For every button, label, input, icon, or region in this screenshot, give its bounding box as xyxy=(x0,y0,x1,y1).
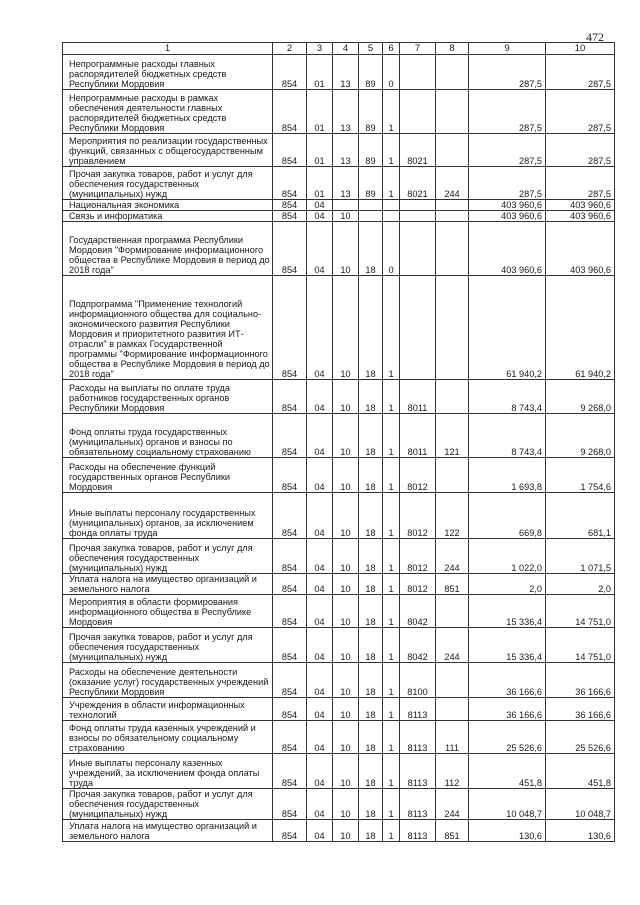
cell-section-code: 04 xyxy=(307,663,333,698)
cell-amount-col9: 61 940,2 xyxy=(469,276,546,380)
cell-section-code: 04 xyxy=(307,789,333,820)
row-name-cell: Непрограммные расходы в рамках обеспечения деятельности главных распорядителей бюджетных средств Республики Мордовия xyxy=(63,90,273,134)
cell-direction-code: 8042 xyxy=(400,595,436,628)
cell-subprogram-code: 1 xyxy=(383,789,400,820)
row-name-cell: Уплата налога на имущество организаций и земельного налога xyxy=(63,820,273,842)
cell-program-code: 18 xyxy=(359,222,383,276)
cell-amount-col9: 287,5 xyxy=(469,55,546,90)
cell-subprogram-code: 1 xyxy=(383,493,400,539)
table-row xyxy=(63,211,615,222)
cell-direction-code: 8042 xyxy=(400,628,436,663)
cell-subprogram-code: 1 xyxy=(383,167,400,200)
cell-expense-type-code: 244 xyxy=(436,789,469,820)
table-body xyxy=(63,55,615,842)
cell-amount-col9: 2,0 xyxy=(469,574,546,595)
cell-amount-col10: 14 751,0 xyxy=(546,628,615,663)
cell-subsection-code: 10 xyxy=(333,493,359,539)
cell-subprogram-code: 1 xyxy=(383,628,400,663)
cell-direction-code xyxy=(400,211,436,222)
cell-program-code: 18 xyxy=(359,754,383,789)
cell-expense-type-code xyxy=(436,211,469,222)
cell-section-code: 04 xyxy=(307,754,333,789)
cell-amount-col10: 287,5 xyxy=(546,55,615,90)
row-name-cell: Подпрограмма "Применение технологий информационного общества для социально-экономического развития Республики Мордовия и приоритетного развития ИТ-отрасли" в рамках Государственной программы "Формирование информационного общества в Республике Мордовия в период до 2018 года" xyxy=(63,276,273,380)
cell-amount-col10: 61 940,2 xyxy=(546,276,615,380)
cell-amount-col10: 2,0 xyxy=(546,574,615,595)
cell-amount-col10: 1 071,5 xyxy=(546,539,615,574)
table-row xyxy=(63,595,615,628)
row-name-cell: Мероприятия в области формирования информационного общества в Республике Мордовия xyxy=(63,595,273,628)
cell-ministry-code: 854 xyxy=(273,222,307,276)
table-row xyxy=(63,754,615,789)
row-name-cell: Фонд оплаты труда казенных учреждений и взносы по обязательному социальному страхованию xyxy=(63,721,273,754)
cell-subprogram-code: 0 xyxy=(383,55,400,90)
cell-amount-col10: 1 754,6 xyxy=(546,458,615,493)
cell-program-code: 18 xyxy=(359,574,383,595)
cell-expense-type-code xyxy=(436,458,469,493)
cell-section-code: 04 xyxy=(307,820,333,842)
cell-amount-col10: 451,8 xyxy=(546,754,615,789)
cell-program-code: 18 xyxy=(359,493,383,539)
cell-subprogram-code: 1 xyxy=(383,663,400,698)
cell-amount-col9: 1 693,8 xyxy=(469,458,546,493)
table-row xyxy=(63,167,615,200)
cell-subsection-code: 10 xyxy=(333,721,359,754)
table-row xyxy=(63,493,615,539)
cell-subprogram-code: 1 xyxy=(383,820,400,842)
cell-section-code: 04 xyxy=(307,628,333,663)
cell-program-code: 18 xyxy=(359,820,383,842)
cell-direction-code: 8012 xyxy=(400,493,436,539)
page-number: 472 xyxy=(586,30,604,44)
table-row xyxy=(63,698,615,721)
cell-direction-code: 8021 xyxy=(400,167,436,200)
cell-expense-type-code xyxy=(436,222,469,276)
cell-program-code xyxy=(359,200,383,211)
column-header: 2 xyxy=(273,43,307,55)
cell-subsection-code xyxy=(333,200,359,211)
cell-direction-code: 8113 xyxy=(400,820,436,842)
row-name-cell: Иные выплаты персоналу казенных учреждений, за исключением фонда оплаты труда xyxy=(63,754,273,789)
cell-program-code: 18 xyxy=(359,380,383,414)
cell-section-code: 04 xyxy=(307,698,333,721)
cell-section-code: 04 xyxy=(307,539,333,574)
cell-direction-code: 8011 xyxy=(400,380,436,414)
cell-expense-type-code xyxy=(436,134,469,167)
cell-expense-type-code xyxy=(436,380,469,414)
cell-amount-col9: 287,5 xyxy=(469,90,546,134)
cell-program-code: 18 xyxy=(359,539,383,574)
cell-expense-type-code: 112 xyxy=(436,754,469,789)
row-name-cell: Прочая закупка товаров, работ и услуг для обеспечения государственных (муниципальных) нужд xyxy=(63,167,273,200)
cell-ministry-code: 854 xyxy=(273,458,307,493)
cell-ministry-code: 854 xyxy=(273,493,307,539)
column-header: 6 xyxy=(383,43,400,55)
table-row xyxy=(63,200,615,211)
cell-section-code: 01 xyxy=(307,90,333,134)
cell-subprogram-code: 1 xyxy=(383,276,400,380)
cell-program-code: 18 xyxy=(359,414,383,458)
cell-subprogram-code: 1 xyxy=(383,721,400,754)
row-name-cell: Учреждения в области информационных технологий xyxy=(63,698,273,721)
column-header: 1 xyxy=(63,43,273,55)
cell-subsection-code: 10 xyxy=(333,754,359,789)
cell-ministry-code: 854 xyxy=(273,721,307,754)
cell-ministry-code: 854 xyxy=(273,55,307,90)
cell-subprogram-code: 1 xyxy=(383,754,400,789)
cell-direction-code: 8113 xyxy=(400,698,436,721)
cell-subprogram-code: 1 xyxy=(383,698,400,721)
cell-subprogram-code: 1 xyxy=(383,90,400,134)
cell-amount-col10: 403 960,6 xyxy=(546,200,615,211)
cell-direction-code xyxy=(400,222,436,276)
cell-subsection-code: 13 xyxy=(333,134,359,167)
cell-amount-col10: 681,1 xyxy=(546,493,615,539)
cell-subsection-code: 10 xyxy=(333,414,359,458)
table-row xyxy=(63,134,615,167)
table-row xyxy=(63,276,615,380)
row-name-cell: Расходы на обеспечение функций государственных органов Республики Мордовия xyxy=(63,458,273,493)
cell-amount-col9: 15 336,4 xyxy=(469,628,546,663)
cell-subsection-code: 10 xyxy=(333,574,359,595)
cell-program-code: 18 xyxy=(359,595,383,628)
cell-amount-col10: 403 960,6 xyxy=(546,222,615,276)
row-name-cell: Непрограммные расходы главных распорядителей бюджетных средств Республики Мордовия xyxy=(63,55,273,90)
cell-subprogram-code xyxy=(383,200,400,211)
cell-program-code: 18 xyxy=(359,721,383,754)
cell-ministry-code: 854 xyxy=(273,167,307,200)
budget-table xyxy=(62,42,615,842)
cell-section-code: 01 xyxy=(307,55,333,90)
cell-direction-code xyxy=(400,276,436,380)
cell-expense-type-code: 111 xyxy=(436,721,469,754)
cell-amount-col10: 287,5 xyxy=(546,167,615,200)
cell-section-code: 01 xyxy=(307,134,333,167)
cell-subprogram-code: 1 xyxy=(383,574,400,595)
cell-program-code: 89 xyxy=(359,167,383,200)
cell-section-code: 04 xyxy=(307,595,333,628)
cell-amount-col9: 130,6 xyxy=(469,820,546,842)
cell-ministry-code: 854 xyxy=(273,276,307,380)
cell-amount-col9: 1 022,0 xyxy=(469,539,546,574)
row-name-cell: Государственная программа Республики Мордовия "Формирование информационного общества в Республике Мордовия в период до 2018 года" xyxy=(63,222,273,276)
cell-subsection-code: 10 xyxy=(333,663,359,698)
cell-amount-col10: 403 960,6 xyxy=(546,211,615,222)
cell-expense-type-code xyxy=(436,55,469,90)
cell-subprogram-code: 1 xyxy=(383,380,400,414)
cell-subprogram-code: 1 xyxy=(383,539,400,574)
cell-expense-type-code: 244 xyxy=(436,539,469,574)
cell-program-code: 18 xyxy=(359,276,383,380)
table-row xyxy=(63,539,615,574)
cell-program-code: 89 xyxy=(359,134,383,167)
cell-amount-col10: 287,5 xyxy=(546,134,615,167)
cell-amount-col10: 14 751,0 xyxy=(546,595,615,628)
cell-subprogram-code xyxy=(383,211,400,222)
cell-ministry-code: 854 xyxy=(273,663,307,698)
cell-subsection-code: 13 xyxy=(333,90,359,134)
cell-subsection-code: 10 xyxy=(333,595,359,628)
cell-program-code: 18 xyxy=(359,663,383,698)
cell-amount-col9: 36 166,6 xyxy=(469,663,546,698)
cell-program-code: 18 xyxy=(359,789,383,820)
cell-subsection-code: 10 xyxy=(333,698,359,721)
cell-subsection-code: 10 xyxy=(333,458,359,493)
cell-subprogram-code: 0 xyxy=(383,222,400,276)
table-row xyxy=(63,789,615,820)
table-row xyxy=(63,820,615,842)
cell-expense-type-code: 851 xyxy=(436,574,469,595)
cell-amount-col10: 36 166,6 xyxy=(546,663,615,698)
cell-amount-col9: 403 960,6 xyxy=(469,200,546,211)
cell-section-code: 04 xyxy=(307,493,333,539)
cell-subsection-code: 10 xyxy=(333,628,359,663)
row-name-cell: Расходы на обеспечение деятельности (оказание услуг) государственных учреждений Республики Мордовия xyxy=(63,663,273,698)
cell-ministry-code: 854 xyxy=(273,574,307,595)
cell-direction-code: 8012 xyxy=(400,539,436,574)
cell-amount-col10: 287,5 xyxy=(546,90,615,134)
cell-subsection-code: 10 xyxy=(333,276,359,380)
cell-ministry-code: 854 xyxy=(273,380,307,414)
cell-direction-code: 8011 xyxy=(400,414,436,458)
column-header: 9 xyxy=(469,43,546,55)
cell-section-code: 04 xyxy=(307,200,333,211)
table-row xyxy=(63,222,615,276)
cell-amount-col9: 287,5 xyxy=(469,134,546,167)
column-header: 3 xyxy=(307,43,333,55)
table-row xyxy=(63,574,615,595)
row-name-cell: Связь и информатика xyxy=(63,211,273,222)
cell-amount-col9: 15 336,4 xyxy=(469,595,546,628)
table-row xyxy=(63,458,615,493)
cell-ministry-code: 854 xyxy=(273,789,307,820)
cell-subsection-code: 10 xyxy=(333,211,359,222)
cell-subsection-code: 10 xyxy=(333,820,359,842)
cell-amount-col10: 36 166,6 xyxy=(546,698,615,721)
row-name-cell: Мероприятия по реализации государственных функций, связанных с общегосударственным управлением xyxy=(63,134,273,167)
table-row xyxy=(63,721,615,754)
cell-expense-type-code xyxy=(436,663,469,698)
cell-direction-code: 8113 xyxy=(400,754,436,789)
table-row xyxy=(63,90,615,134)
cell-direction-code: 8113 xyxy=(400,721,436,754)
cell-ministry-code: 854 xyxy=(273,200,307,211)
row-name-cell: Национальная экономика xyxy=(63,200,273,211)
cell-amount-col9: 669,8 xyxy=(469,493,546,539)
cell-subsection-code: 13 xyxy=(333,55,359,90)
cell-expense-type-code: 121 xyxy=(436,414,469,458)
cell-direction-code xyxy=(400,55,436,90)
cell-amount-col9: 403 960,6 xyxy=(469,222,546,276)
cell-amount-col10: 130,6 xyxy=(546,820,615,842)
table-row xyxy=(63,55,615,90)
row-name-cell: Расходы на выплаты по оплате труда работников государственных органов Республики Мордовия xyxy=(63,380,273,414)
cell-section-code: 01 xyxy=(307,167,333,200)
cell-expense-type-code xyxy=(436,595,469,628)
cell-ministry-code: 854 xyxy=(273,628,307,663)
cell-direction-code: 8100 xyxy=(400,663,436,698)
cell-amount-col9: 451,8 xyxy=(469,754,546,789)
cell-amount-col9: 403 960,6 xyxy=(469,211,546,222)
row-name-cell: Иные выплаты персоналу государственных (муниципальных) органов, за исключением фонда оплаты труда xyxy=(63,493,273,539)
cell-subsection-code: 10 xyxy=(333,539,359,574)
cell-amount-col10: 9 268,0 xyxy=(546,380,615,414)
cell-expense-type-code: 244 xyxy=(436,628,469,663)
cell-subsection-code: 10 xyxy=(333,380,359,414)
cell-section-code: 04 xyxy=(307,222,333,276)
cell-section-code: 04 xyxy=(307,458,333,493)
cell-section-code: 04 xyxy=(307,574,333,595)
row-name-cell: Уплата налога на имущество организаций и земельного налога xyxy=(63,574,273,595)
cell-direction-code: 8012 xyxy=(400,458,436,493)
cell-ministry-code: 854 xyxy=(273,134,307,167)
cell-expense-type-code: 244 xyxy=(436,167,469,200)
cell-program-code xyxy=(359,211,383,222)
cell-subprogram-code: 1 xyxy=(383,414,400,458)
cell-ministry-code: 854 xyxy=(273,539,307,574)
cell-ministry-code: 854 xyxy=(273,820,307,842)
table-row xyxy=(63,414,615,458)
cell-section-code: 04 xyxy=(307,721,333,754)
cell-section-code: 04 xyxy=(307,211,333,222)
cell-section-code: 04 xyxy=(307,414,333,458)
cell-amount-col9: 10 048,7 xyxy=(469,789,546,820)
cell-amount-col9: 25 526,6 xyxy=(469,721,546,754)
cell-amount-col9: 8 743,4 xyxy=(469,380,546,414)
table-header-row xyxy=(63,43,615,55)
cell-direction-code: 8113 xyxy=(400,789,436,820)
column-header: 7 xyxy=(400,43,436,55)
cell-direction-code: 8012 xyxy=(400,574,436,595)
row-name-cell: Прочая закупка товаров, работ и услуг для обеспечения государственных (муниципальных) нужд xyxy=(63,628,273,663)
cell-subprogram-code: 1 xyxy=(383,134,400,167)
cell-amount-col10: 25 526,6 xyxy=(546,721,615,754)
table-row xyxy=(63,380,615,414)
cell-amount-col9: 36 166,6 xyxy=(469,698,546,721)
cell-amount-col9: 8 743,4 xyxy=(469,414,546,458)
cell-ministry-code: 854 xyxy=(273,414,307,458)
column-header: 5 xyxy=(359,43,383,55)
cell-subprogram-code: 1 xyxy=(383,595,400,628)
cell-program-code: 18 xyxy=(359,458,383,493)
cell-expense-type-code xyxy=(436,90,469,134)
column-header: 10 xyxy=(546,43,615,55)
cell-subsection-code: 10 xyxy=(333,789,359,820)
cell-amount-col10: 10 048,7 xyxy=(546,789,615,820)
column-header: 4 xyxy=(333,43,359,55)
cell-ministry-code: 854 xyxy=(273,754,307,789)
cell-expense-type-code: 122 xyxy=(436,493,469,539)
cell-section-code: 04 xyxy=(307,380,333,414)
cell-ministry-code: 854 xyxy=(273,595,307,628)
cell-expense-type-code xyxy=(436,276,469,380)
cell-program-code: 89 xyxy=(359,55,383,90)
cell-program-code: 18 xyxy=(359,628,383,663)
table-row xyxy=(63,663,615,698)
row-name-cell: Фонд оплаты труда государственных (муниципальных) органов и взносы по обязательному социальному страхованию xyxy=(63,414,273,458)
cell-expense-type-code: 851 xyxy=(436,820,469,842)
column-header: 8 xyxy=(436,43,469,55)
row-name-cell: Прочая закупка товаров, работ и услуг для обеспечения государственных (муниципальных) нужд xyxy=(63,789,273,820)
cell-direction-code xyxy=(400,90,436,134)
cell-ministry-code: 854 xyxy=(273,698,307,721)
cell-expense-type-code xyxy=(436,200,469,211)
cell-subprogram-code: 1 xyxy=(383,458,400,493)
cell-amount-col10: 9 268,0 xyxy=(546,414,615,458)
cell-program-code: 89 xyxy=(359,90,383,134)
cell-ministry-code: 854 xyxy=(273,211,307,222)
cell-subsection-code: 13 xyxy=(333,167,359,200)
table-row xyxy=(63,628,615,663)
cell-direction-code xyxy=(400,200,436,211)
cell-ministry-code: 854 xyxy=(273,90,307,134)
cell-section-code: 04 xyxy=(307,276,333,380)
cell-amount-col9: 287,5 xyxy=(469,167,546,200)
cell-expense-type-code xyxy=(436,698,469,721)
cell-program-code: 18 xyxy=(359,698,383,721)
cell-direction-code: 8021 xyxy=(400,134,436,167)
row-name-cell: Прочая закупка товаров, работ и услуг для обеспечения государственных (муниципальных) нужд xyxy=(63,539,273,574)
cell-subsection-code: 10 xyxy=(333,222,359,276)
